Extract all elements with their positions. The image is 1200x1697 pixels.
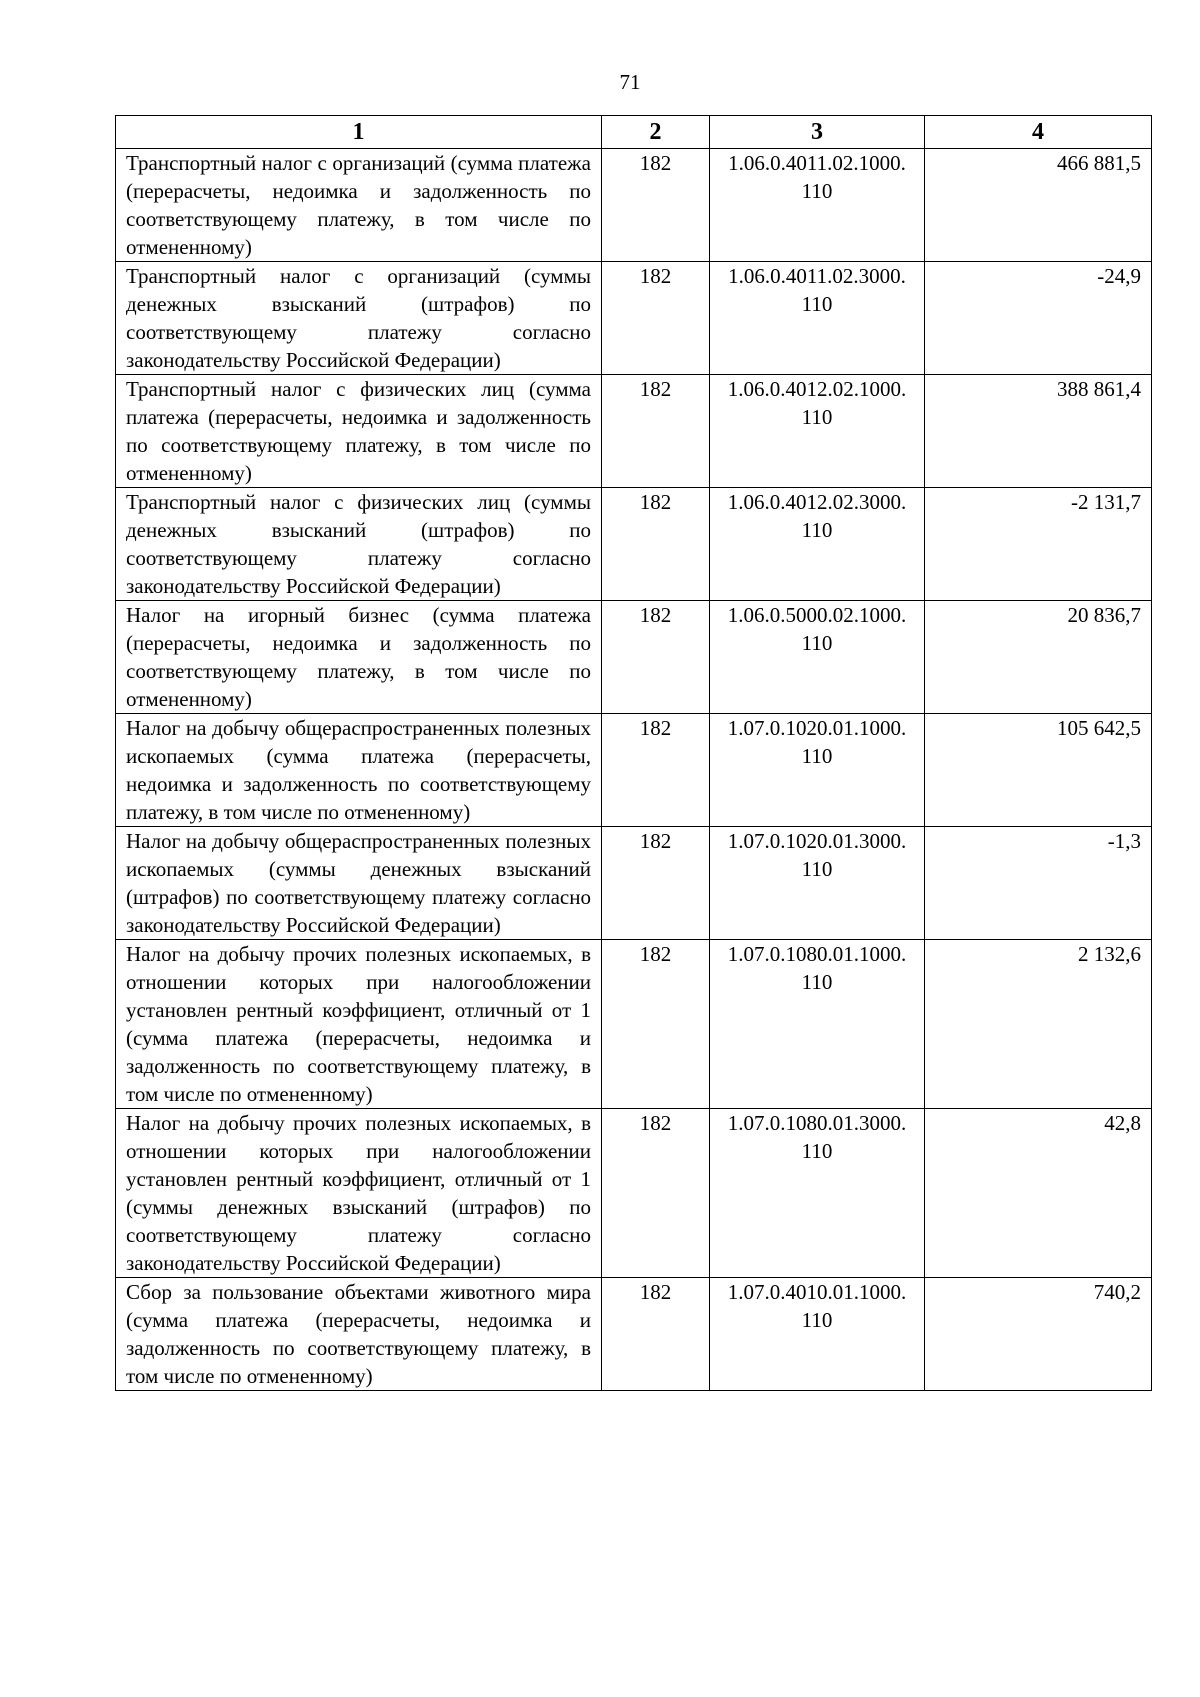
row-budget-code <box>710 827 925 940</box>
row-amount: -2 131,7 <box>925 488 1152 601</box>
row-amount: -24,9 <box>925 262 1152 375</box>
budget-code-line-1: 1.06.0.4011.02.1000. <box>728 151 906 175</box>
row-admin-code: 182 <box>602 149 710 262</box>
row-admin-code: 182 <box>602 601 710 714</box>
budget-code-line-2: 110 <box>801 179 833 203</box>
budget-code-line-1: 1.06.0.4012.02.1000. <box>727 377 907 401</box>
row-amount: 105 642,5 <box>925 714 1152 827</box>
budget-code-line-1: 1.07.0.1080.01.3000. <box>727 1111 907 1135</box>
row-admin-code: 182 <box>602 827 710 940</box>
budget-code-line-1: 1.07.0.1080.01.1000. <box>727 942 907 966</box>
row-amount: 20 836,7 <box>925 601 1152 714</box>
budget-code-line-2: 110 <box>801 970 833 994</box>
table-header <box>116 116 1152 149</box>
table-row <box>116 601 1152 714</box>
row-budget-code <box>710 1278 925 1391</box>
row-amount: 2 132,6 <box>925 940 1152 1109</box>
budget-code-line-1: 1.06.0.4011.02.3000. <box>728 264 906 288</box>
budget-code-line-1: 1.07.0.1020.01.1000. <box>727 716 907 740</box>
row-description: Транспортный налог с организаций (суммы денежных взысканий (штрафов) по соответствующему платежу согласно законодательству Российской Федерации) <box>116 262 602 375</box>
row-budget-code <box>710 1109 925 1278</box>
budget-code-line-1: 1.06.0.4012.02.3000. <box>727 490 907 514</box>
budget-code-line-2: 110 <box>801 518 833 542</box>
budget-code-line-2: 110 <box>801 292 833 316</box>
row-budget-code <box>710 149 925 262</box>
row-description: Транспортный налог с физических лиц (сумма платежа (перерасчеты, недоимка и задолженность по соответствующему платежу, в том числе по отмененному) <box>116 375 602 488</box>
budget-code-line-2: 110 <box>801 1139 833 1163</box>
column-header-1: 1 <box>116 116 602 149</box>
table-row <box>116 488 1152 601</box>
row-description: Транспортный налог с физических лиц (суммы денежных взысканий (штрафов) по соответствующему платежу согласно законодательству Российской Федерации) <box>116 488 602 601</box>
revenue-table <box>115 115 1152 1391</box>
row-admin-code: 182 <box>602 1109 710 1278</box>
row-amount: 466 881,5 <box>925 149 1152 262</box>
table-row <box>116 149 1152 262</box>
row-description: Сбор за пользование объектами животного мира (сумма платежа (перерасчеты, недоимка и задолженность по соответствующему платежу, в том числе по отмененному) <box>116 1278 602 1391</box>
budget-code-line-2: 110 <box>801 1308 833 1332</box>
row-admin-code: 182 <box>602 262 710 375</box>
budget-code-line-2: 110 <box>801 744 833 768</box>
row-budget-code <box>710 488 925 601</box>
table-body <box>116 149 1152 1391</box>
table-row <box>116 1278 1152 1391</box>
row-amount: 42,8 <box>925 1109 1152 1278</box>
budget-code-line-1: 1.07.0.4010.01.1000. <box>727 1280 907 1304</box>
row-description: Налог на добычу прочих полезных ископаемых, в отношении которых при налогообложении установлен рентный коэффициент, отличный от 1 (суммы денежных взысканий (штрафов) по соответствующему платежу согласно законодательству Российской Федерации) <box>116 1109 602 1278</box>
row-amount: -1,3 <box>925 827 1152 940</box>
budget-code-line-1: 1.07.0.1020.01.3000. <box>727 829 907 853</box>
table-row <box>116 375 1152 488</box>
table-row <box>116 262 1152 375</box>
table-row <box>116 714 1152 827</box>
budget-code-line-2: 110 <box>801 405 833 429</box>
page-number: 71 <box>619 70 641 94</box>
row-description: Транспортный налог с организаций (сумма платежа (перерасчеты, недоимка и задолженность по соответствующему платежу, в том числе по отмененному) <box>116 149 602 262</box>
row-budget-code <box>710 262 925 375</box>
budget-code-line-1: 1.06.0.5000.02.1000. <box>727 603 907 627</box>
budget-code-line-2: 110 <box>801 857 833 881</box>
column-header-2: 2 <box>602 116 710 149</box>
row-description: Налог на игорный бизнес (сумма платежа (перерасчеты, недоимка и задолженность по соответствующему платежу, в том числе по отмененному) <box>116 601 602 714</box>
row-admin-code: 182 <box>602 375 710 488</box>
column-header-4: 4 <box>925 116 1152 149</box>
row-amount: 388 861,4 <box>925 375 1152 488</box>
budget-code-line-2: 110 <box>801 631 833 655</box>
row-admin-code: 182 <box>602 488 710 601</box>
row-description: Налог на добычу общераспространенных полезных ископаемых (суммы денежных взысканий (штрафов) по соответствующему платежу согласно законодательству Российской Федерации) <box>116 827 602 940</box>
column-header-3: 3 <box>710 116 925 149</box>
row-budget-code <box>710 940 925 1109</box>
header-row <box>116 116 1152 149</box>
row-description: Налог на добычу общераспространенных полезных ископаемых (сумма платежа (перерасчеты, недоимка и задолженность по соответствующему платежу, в том числе по отмененному) <box>116 714 602 827</box>
row-admin-code: 182 <box>602 1278 710 1391</box>
row-budget-code <box>710 375 925 488</box>
table-row <box>116 940 1152 1109</box>
row-admin-code: 182 <box>602 940 710 1109</box>
row-budget-code <box>710 601 925 714</box>
table-row <box>116 1109 1152 1278</box>
row-description: Налог на добычу прочих полезных ископаемых, в отношении которых при налогообложении установлен рентный коэффициент, отличный от 1 (сумма платежа (перерасчеты, недоимка и задолженность по соответствующему платежу, в том числе по отмененному) <box>116 940 602 1109</box>
row-admin-code: 182 <box>602 714 710 827</box>
row-amount: 740,2 <box>925 1278 1152 1391</box>
table-row <box>116 827 1152 940</box>
row-budget-code <box>710 714 925 827</box>
